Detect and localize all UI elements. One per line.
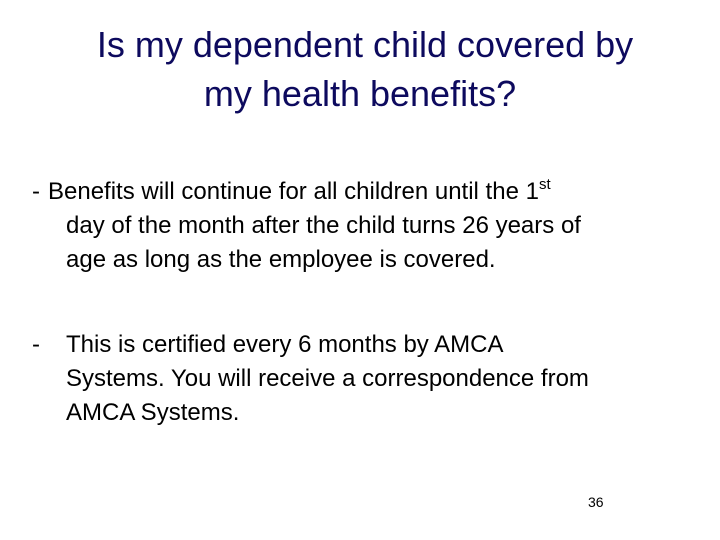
bullet-dash: - — [32, 331, 40, 358]
bullet-benefits-continue — [32, 175, 712, 277]
title-line-2: my health benefits? — [203, 73, 517, 114]
bullet-certification — [32, 328, 712, 430]
bullet-dash: - — [32, 178, 40, 205]
bullet-2-line-3: AMCA Systems. — [66, 399, 240, 426]
slide-number: 36 — [588, 494, 604, 510]
bullet-1-line-1-text: Benefits will continue for all children until the 1 — [48, 178, 539, 205]
bullet-1-line-1 — [32, 175, 712, 209]
slide-title — [0, 20, 720, 118]
bullet-2-line-2: Systems. You will receive a correspondence from — [66, 365, 589, 392]
bullet-1-line-2: day of the month after the child turns 26 years of — [66, 212, 581, 239]
bullet-1-line-3: age as long as the employee is covered. — [66, 246, 496, 273]
title-line-1: Is my dependent child covered by — [96, 24, 634, 65]
bullet-2-line-1: This is certified every 6 months by AMCA — [66, 331, 504, 358]
ordinal-suffix: st — [538, 176, 551, 193]
